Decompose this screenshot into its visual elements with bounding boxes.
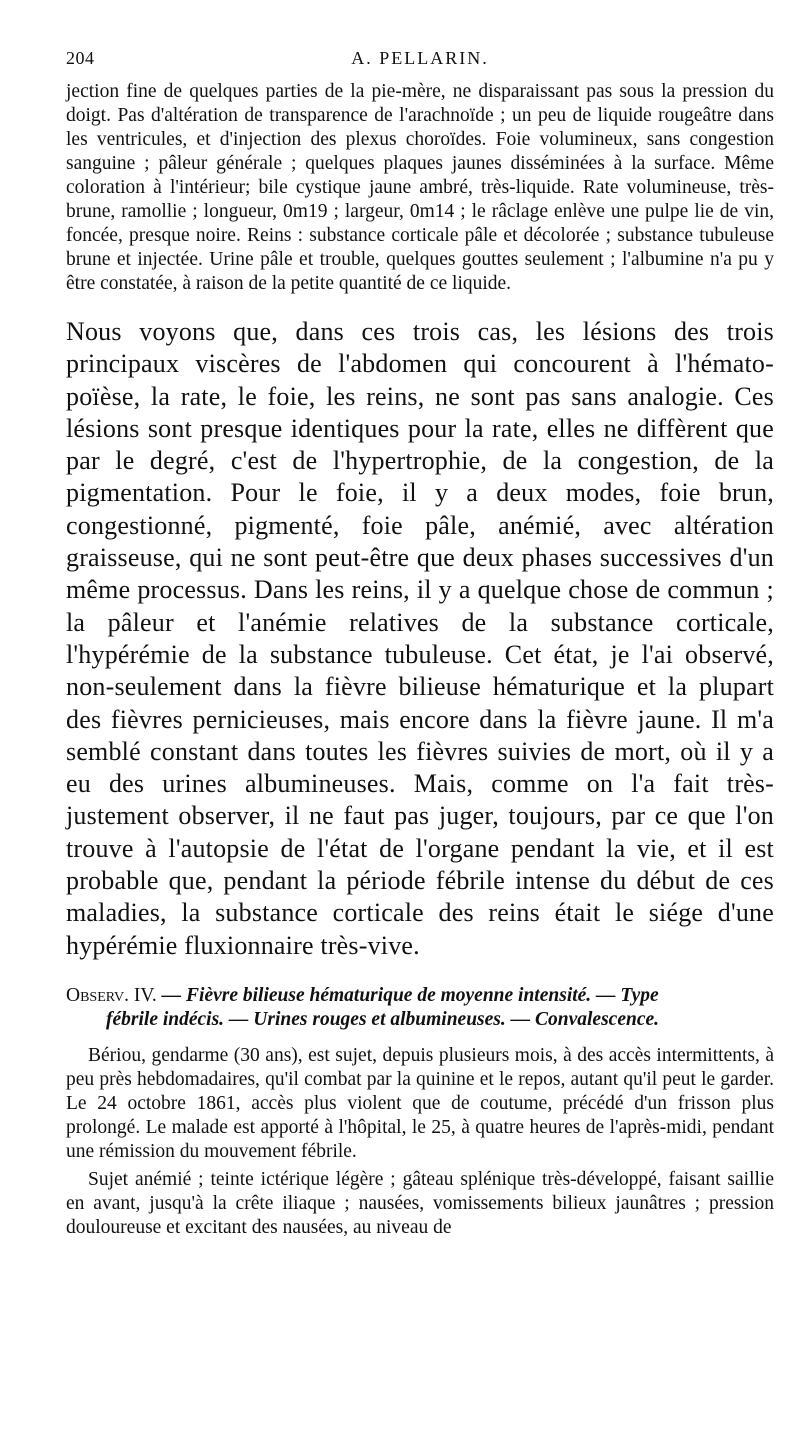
observation-label: Observ. IV. xyxy=(66,984,157,1006)
paragraph-case-history: Bériou, gendarme (30 ans), est sujet, depuis plusieurs mois, à des accès intermittents, à peu près hebdomadaires, qu'il combat par la quinine et le repos, autant qu'il peut le garder. Le 24 octobre 1861, accès plus violent que de coutume, précédé d'un frisson plus prolongé. Le malade est apporté à l'hôpital, le 25, à quatre heures de l'après-midi, pendant une rémission du mouvement fébrile. xyxy=(66,1044,774,1162)
page-header xyxy=(66,48,774,78)
page-number: 204 xyxy=(66,48,95,68)
paragraph-discussion: Nous voyons que, dans ces trois cas, les lésions des trois principaux viscères de l'abdomen qui concourent à l'hémato-poïèse, la rate, le foie, les reins, ne sont pas sans analogie. Ces lésions sont presque identiques pour la rate, elles ne diffèrent que par le degré, c'est de l'hypertrophie, de la congestion, de la pigmentation. Pour le foie, il y a deux modes, foie brun, congestionné, pigmenté, foie pâle, anémié, avec altération graisseuse, qui ne sont peut-être que deux phases successives d'un même processus. Dans les reins, il y a quelque chose de commun ; la pâleur et l'anémie relatives de la substance corticale, l'hypérémie de la substance tubuleuse. Cet état, je l'ai observé, non-seulement dans la fièvre bilieuse hématurique et la plupart des fièvres pernicieuses, mais encore dans la fièvre jaune. Il m'a semblé constant dans toutes les fièvres suivies de mort, où il y a eu des urines albumineuses. Mais, comme on l'a fait très-justement observer, il ne faut pas juger, toujours, par ce que l'on trouve à l'autopsie de l'état de l'organe pendant la vie, et il est probable que, pendant la période fébrile intense du début de ces maladies, la substance corticale des reins était le siége d'une hypérémie fluxionnaire très-vive. xyxy=(66,317,774,960)
observation-body xyxy=(66,1044,774,1240)
observation-title-part-2: fébrile indécis. — Urines rouges et albumineuses. — Convalescence. xyxy=(106,1008,660,1030)
running-title: A. PELLARIN. xyxy=(351,48,489,68)
observation-title-part-1: — Fièvre bilieuse hématurique de moyenne intensité. — Type xyxy=(161,984,659,1006)
paragraph-symptoms: Sujet anémié ; teinte ictérique légère ; gâteau splénique très-développé, faisant saillie en avant, jusqu'à la crête iliaque ; nausées, vomissements bilieux jaunâtres ; pression douloureuse et excitant des nausées, au niveau de xyxy=(66,1168,774,1238)
observation-heading-line-2 xyxy=(66,1008,774,1032)
observation-heading-line-1 xyxy=(66,984,774,1008)
observation-heading xyxy=(66,984,774,1032)
autopsy-continuation xyxy=(66,80,774,296)
discussion-block xyxy=(66,316,774,962)
paragraph-autopsy: jection fine de quelques parties de la pie-mère, ne disparaissant pas sous la pression du doigt. Pas d'altération de transparence de l'arachnoïde ; un peu de liquide rougeâtre dans les ventricules, et d'injection des plexus choroïdes. Foie volumineux, sans congestion sanguine ; pâleur générale ; quelques plaques jaunes disséminées à la surface. Même coloration à l'intérieur; bile cystique jaune ambré, très-liquide. Rate volumineuse, très-brune, ramollie ; longueur, 0m19 ; largeur, 0m14 ; le râclage enlève une pulpe lie de vin, foncée, presque noire. Reins : substance corticale pâle et décolorée ; substance tubuleuse brune et injectée. Urine pâle et trouble, quelques gouttes seulement ; l'albumine n'a pu y être constatée, à raison de la petite quantité de ce liquide. xyxy=(66,81,774,294)
